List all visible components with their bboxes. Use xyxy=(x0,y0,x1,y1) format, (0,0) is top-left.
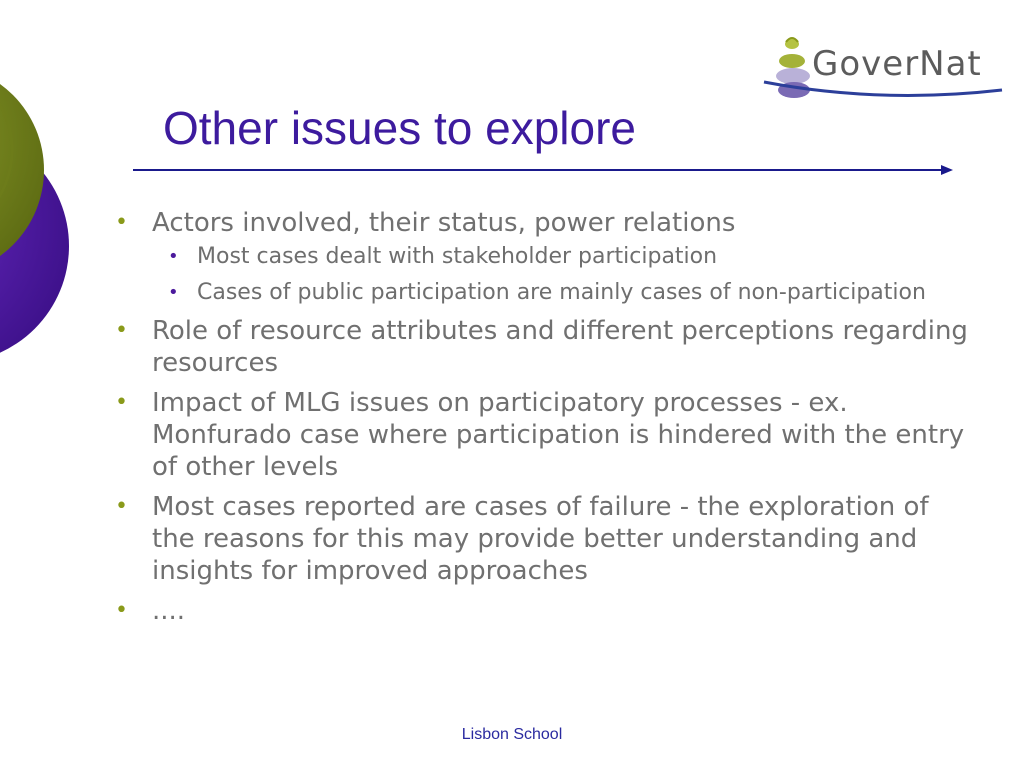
bullet-dot-icon: • xyxy=(115,598,128,623)
bullet-dot-icon: • xyxy=(115,494,128,519)
sub-bullet-item xyxy=(152,279,972,307)
bullet-item xyxy=(112,491,972,587)
bullet-list xyxy=(112,207,972,635)
bullet-dot-icon: • xyxy=(115,390,128,415)
sub-bullet-dot-icon: • xyxy=(168,246,179,267)
bullet-text: Most cases reported are cases of failure - the exploration of the reasons for this may provide better understanding and insights for improved approaches xyxy=(152,492,929,586)
bullet-item xyxy=(112,207,972,307)
sub-bullet-dot-icon: • xyxy=(168,282,179,303)
footer-text: Lisbon School xyxy=(461,726,563,743)
bullet-dot-icon: • xyxy=(115,210,128,235)
title-arrow-rule xyxy=(133,162,955,178)
governat-logo xyxy=(760,34,1008,104)
sub-bullet-list xyxy=(152,243,972,307)
bullet-text: .... xyxy=(152,596,186,626)
decorative-circles xyxy=(0,0,80,400)
bullet-item xyxy=(112,387,972,483)
arrow-head-icon xyxy=(941,165,953,175)
bullet-text: Actors involved, their status, power relations xyxy=(152,208,736,238)
logo-text: GoverNat xyxy=(812,44,982,84)
bullet-text: Impact of MLG issues on participatory processes - ex. Monfurado case where participation is hindered with the entry of other levels xyxy=(152,388,965,482)
bullet-item xyxy=(112,315,972,379)
sub-bullet-text: Most cases dealt with stakeholder participation xyxy=(197,244,718,269)
bullet-text: Role of resource attributes and different perceptions regarding resources xyxy=(152,316,968,378)
bullet-item xyxy=(112,595,972,627)
sub-bullet-text: Cases of public participation are mainly cases of non-participation xyxy=(197,280,926,305)
slide-title: Other issues to explore xyxy=(163,102,637,154)
bullet-dot-icon: • xyxy=(115,318,128,343)
sub-bullet-item xyxy=(152,243,972,271)
